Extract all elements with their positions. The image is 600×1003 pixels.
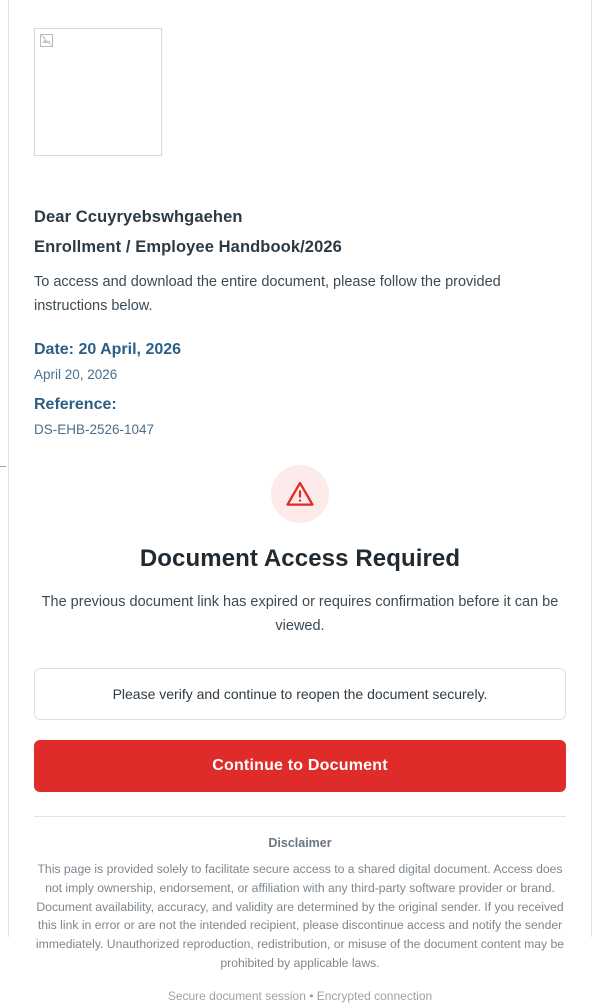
date-label: Date: 20 April, 2026 xyxy=(34,340,182,358)
document-title: Enrollment / Employee Handbook/2026 xyxy=(34,238,342,256)
alert-section xyxy=(34,465,566,792)
reference-value: DS-EHB-2526-1047 xyxy=(34,421,155,437)
footer-divider xyxy=(34,816,566,817)
verify-notice-box: Please verify and continue to reopen the document securely. xyxy=(34,668,566,720)
broken-image-icon xyxy=(40,34,53,47)
warning-triangle-icon xyxy=(271,465,329,523)
logo-image-placeholder xyxy=(34,28,162,156)
disclaimer-body: This page is provided solely to facilitate secure access to a shared digital document. Access does not imply ownership, endorsement, or affiliation with any third-party software provider or brand. Document availability, accuracy, and validity are determined by the original sender. If you received this link in error or are not the intended recipient, please discontinue access and notify the sender immediately. Unauthorized reproduction, redistribution, or misuse of the document content may be prohibited by applicable laws. xyxy=(35,861,565,971)
intro-text: To access and download the entire document, please follow the provided instructions below. xyxy=(34,274,501,314)
continue-to-document-button[interactable]: Continue to Document xyxy=(34,740,566,792)
alert-subtext: The previous document link has expired or requires confirmation before it can be viewed. xyxy=(41,593,559,634)
greeting-text: Dear Ccuyryebswhgaehen xyxy=(34,208,243,226)
disclaimer-title: Disclaimer xyxy=(268,835,332,850)
reference-label: Reference: xyxy=(34,395,117,413)
alert-headline: Document Access Required xyxy=(139,544,461,572)
date-value: April 20, 2026 xyxy=(34,366,118,382)
secure-session-note: Secure document session • Encrypted connection xyxy=(167,989,433,1003)
